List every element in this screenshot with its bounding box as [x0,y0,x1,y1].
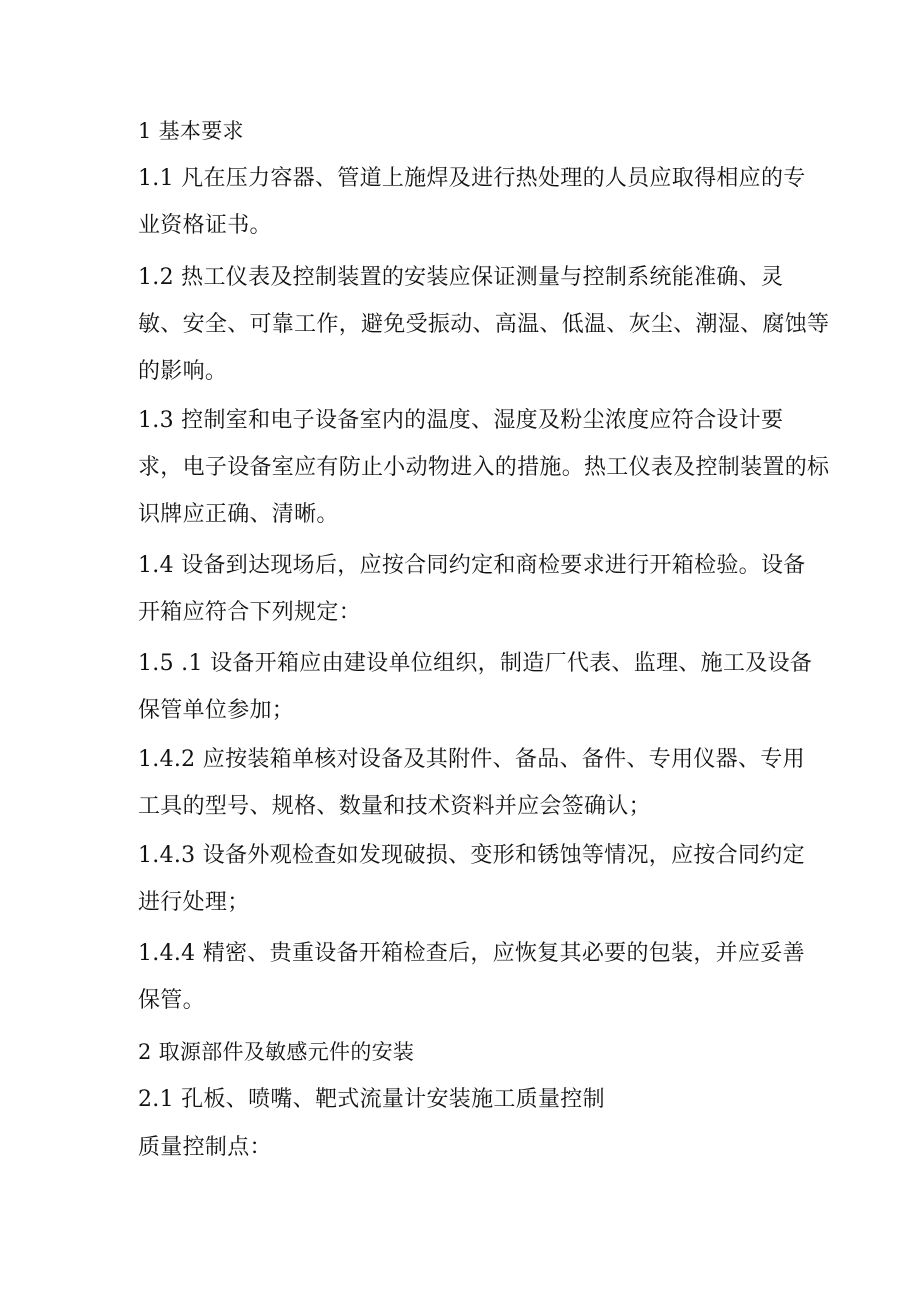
text-line: 2.1 孔板、喷嘴、靶式流量计安装施工质量控制 [138,1087,605,1112]
text-line: 1.4.3 设备外观检查如发现破损、变形和锈蚀等情况，应按合同约定 [138,843,805,868]
text-line: 开箱应符合下列规定： [138,600,362,625]
paragraph-1-4-2 [138,736,858,830]
paragraph-1-4 [138,542,858,636]
text-line: 敏、安全、可靠工作，避免受振动、高温、低温、灰尘、潮湿、腐蚀等 [138,312,830,337]
paragraph-1-4-3 [138,832,858,926]
subsection-heading-2-1 [138,1076,858,1123]
paragraph-1-2 [138,254,858,395]
text-line: 的影响。 [138,359,228,384]
text-line: 保管单位参加； [138,698,295,723]
paragraph-1-4-4 [138,930,858,1024]
text-line: 1.3 控制室和电子设备室内的温度、湿度及粉尘浓度应符合设计要 [138,408,784,433]
text-line: 2 取源部件及敏感元件的安装 [138,1040,415,1064]
text-line: 1.2 热工仪表及控制装置的安装应保证测量与控制系统能准确、灵 [138,265,784,290]
text-line: 1.4.4 精密、贵重设备开箱检查后，应恢复其必要的包装，并应妥善 [138,941,805,966]
text-line: 1.1 凡在压力容器、管道上施焊及进行热处理的人员应取得相应的专 [138,166,806,191]
paragraph-1-3 [138,397,858,538]
paragraph-1-5 [138,640,858,734]
text-line: 1 基本要求 [138,119,244,143]
text-line: 保管。 [138,988,205,1013]
text-line: 识牌应正确、清晰。 [138,502,339,527]
quality-control-label [138,1124,858,1171]
section-heading-2 [138,1029,858,1076]
paragraph-1-1 [138,155,858,249]
text-line: 1.4.2 应按装箱单核对设备及其附件、备品、备件、专用仪器、专用 [138,747,805,772]
text-line: 质量控制点： [138,1135,272,1160]
text-line: 工具的型号、规格、数量和技术资料并应会签确认； [138,794,651,819]
text-line: 进行处理； [138,890,250,915]
text-line: 1.4 设备到达现场后，应按合同约定和商检要求进行开箱检验。设备 [138,553,806,578]
text-line: 1.5 .1 设备开箱应由建设单位组织，制造厂代表、监理、施工及设备 [138,651,813,676]
section-heading-1 [138,108,858,155]
text-line: 业资格证书。 [138,213,272,238]
text-line: 求，电子设备室应有防止小动物进入的措施。热工仪表及控制装置的标 [138,455,830,480]
